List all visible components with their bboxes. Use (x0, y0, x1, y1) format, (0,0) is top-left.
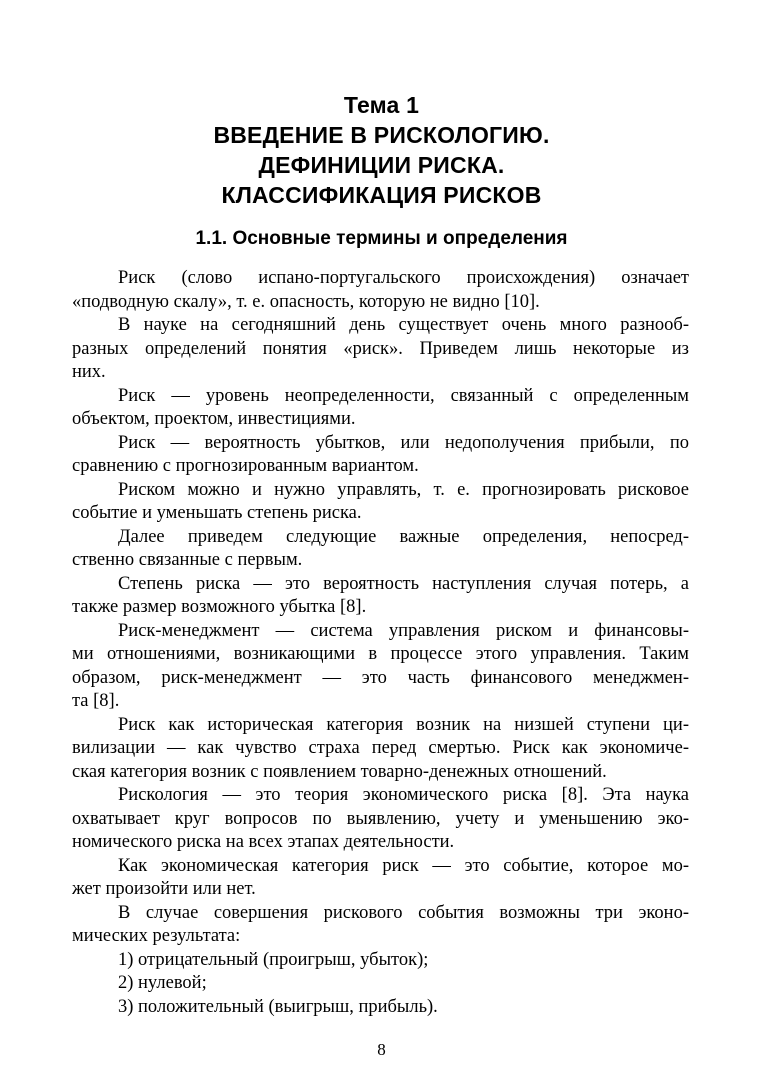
paragraph-line: Риск (слово испано-португальского происхождения) означает (118, 268, 689, 288)
paragraph (72, 620, 689, 714)
paragraph-line: Риск-менеджмент — система управления риском и финансовы- (118, 620, 689, 641)
paragraph-line: ская категория возник с появлением товарно-денежных отношений. (72, 761, 607, 782)
paragraph (72, 479, 689, 526)
paragraph-line: Риск — уровень неопределенности, связанный с определенным (118, 385, 689, 406)
paragraph (72, 385, 689, 432)
paragraph (72, 784, 689, 855)
paragraph-line: Степень риска — это вероятность наступления случая потерь, а (118, 573, 689, 594)
paragraph (72, 714, 689, 785)
paragraph-line: вилизации — как чувство страха перед смертью. Риск как экономиче- (72, 738, 689, 758)
paragraph-line: разных определений понятия «риск». Приведем лишь некоторые из (72, 338, 689, 359)
paragraph-line: сравнению с прогнозированным вариантом. (72, 456, 419, 476)
paragraph (72, 432, 689, 479)
topic-title-line-1: ВВЕДЕНИЕ В РИСКОЛОГИЮ. (213, 122, 550, 148)
paragraph-line: В науке на сегодняшний день существует очень много разнооб- (118, 315, 689, 335)
paragraph-line: событие и уменьшать степень риска. (72, 503, 362, 523)
paragraph-line: также размер возможного убытка [8]. (72, 597, 367, 617)
paragraph-line: ми отношениями, возникающими в процессе этого управления. Таким (72, 644, 689, 664)
paragraph-line: мических результата: (72, 926, 241, 946)
paragraph-line: Как экономическая категория риск — это событие, которое мо- (118, 855, 689, 876)
paragraph-line: Риском можно и нужно управлять, т. е. прогнозировать рисковое (118, 479, 689, 500)
section-title: 1.1. Основные термины и определения (195, 228, 568, 249)
paragraph-line: Риск — вероятность убытков, или недополучения прибыли, по (118, 432, 689, 453)
topic-title-line-3: КЛАССИФИКАЦИЯ РИСКОВ (221, 182, 542, 208)
paragraph-line: 3) положительный (выигрыш, прибыль). (118, 996, 438, 1017)
paragraph (72, 267, 689, 314)
paragraph-line: ственно связанные с первым. (72, 550, 303, 570)
paragraph-line: охватывает круг вопросов по выявлению, учету и уменьшению эко- (72, 808, 689, 829)
paragraph-line: жет произойти или нет. (72, 879, 256, 899)
paragraph-line: В случае совершения рискового события возможны три эконо- (118, 902, 689, 923)
paragraph-line: «подводную скалу», т. е. опасность, которую не видно [10]. (72, 291, 540, 312)
page-number: 8 (377, 1040, 386, 1059)
paragraph-line: Риск как историческая категория возник на низшей ступени ци- (118, 714, 689, 735)
paragraph-line: та [8]. (72, 691, 120, 711)
paragraph-line: 1) отрицательный (проигрыш, убыток); (118, 949, 429, 970)
list-item (72, 949, 689, 973)
list-item (72, 996, 689, 1020)
paragraph (72, 855, 689, 902)
chapter-heading (0, 90, 763, 251)
topic-number: Тема 1 (343, 92, 420, 118)
paragraph-line: образом, риск-менеджмент — это часть финансового менеджмен- (72, 667, 689, 688)
list-item (72, 972, 689, 996)
paragraph (72, 573, 689, 620)
paragraph-line: 2) нулевой; (118, 973, 207, 993)
paragraph-line: объектом, проектом, инвестициями. (72, 409, 356, 429)
paragraph (72, 902, 689, 949)
paragraph-line: номического риска на всех этапах деятельности. (72, 832, 455, 852)
paragraph (72, 314, 689, 385)
paragraph-line: них. (72, 362, 106, 382)
paragraph-line: Рискология — это теория экономического риска [8]. Эта наука (118, 785, 689, 805)
body-text (72, 267, 689, 1019)
paragraph (72, 526, 689, 573)
paragraph-line: Далее приведем следующие важные определения, непосред- (118, 526, 689, 547)
topic-title-line-2: ДЕФИНИЦИИ РИСКА. (258, 152, 505, 178)
